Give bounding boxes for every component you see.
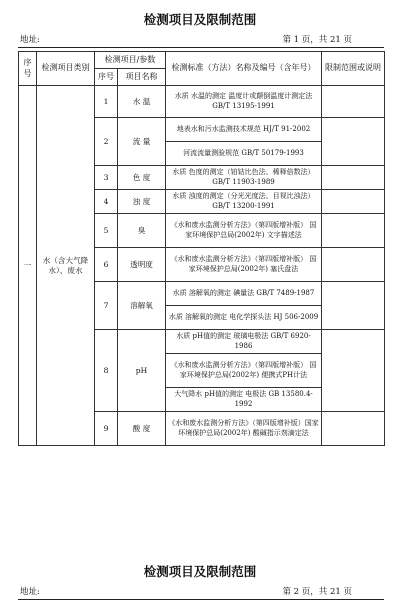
item-seq: 5 [95,214,118,248]
page-title: 检测项目及限制范围 [143,12,257,27]
item-limit [322,190,385,214]
item-seq: 8 [95,330,118,412]
item-limit [322,214,385,248]
item-name: 臭 [118,214,166,248]
address-label: 地址: [20,35,40,45]
item-seq: 6 [95,248,118,282]
header-item-name: 项目名称 [118,69,166,86]
category-seq: 一 [19,86,37,446]
header-category: 检测项目类别 [37,52,95,86]
item-limit [322,282,385,330]
table-row [19,86,385,118]
test-items-table [18,51,385,446]
item-standard: 《水和废水监测分析方法》（第四版增补版）国家环境保护总局(2002年) 酸碱指示剂滴定法 [166,412,322,446]
item-seq: 1 [95,86,118,118]
item-standard: 河流流量测验规范 GB/T 50179-1993 [166,142,322,166]
item-standard: 《水和废水监测分析方法》（第四版增补版） 国家环境保护总局(2002年) 便携式PH计法 [166,354,322,388]
page2-address-label: 地址: [20,587,40,597]
item-name: 溶解氧 [118,282,166,330]
item-seq: 9 [95,412,118,446]
item-name: 透明度 [118,248,166,282]
header-limit: 限制范围或说明 [322,52,385,86]
page-indicator: 第 1 页，共 21 页 [282,35,352,45]
header-divider [18,47,384,48]
item-standard: 水质 pH值的测定 玻璃电极法 GB/T 6920-1986 [166,330,322,354]
item-name: 水 温 [118,86,166,118]
item-standard: 水质 水温的测定 温度计或颠倒温度计测定法 GB/T 13195-1991 [166,86,322,118]
item-limit [322,248,385,282]
item-name: 酸 度 [118,412,166,446]
item-name: 浊 度 [118,190,166,214]
page2-title: 检测项目及限制范围 [143,564,257,579]
item-standard: 地表水和污水监测技术规范 HJ/T 91-2002 [166,118,322,142]
item-standard: 水质 浊度的测定（分光光度法、目视比浊法） GB/T 13200-1991 [166,190,322,214]
item-seq: 7 [95,282,118,330]
item-standard: 水质 溶解氧的测定 电化学探头法 HJ 506-2009 [166,306,322,330]
category-name: 水（含大气降水）、废水 [37,86,95,446]
item-limit [322,118,385,166]
item-standard: 《水和废水监测分析方法》（第四版增补版） 国家环境保护总局(2002年) 文字描述法 [166,214,322,248]
item-limit [322,166,385,190]
page2-page-indicator: 第 2 页，共 21 页 [282,587,352,597]
item-name: pH [118,330,166,412]
header-group: 检测项目/参数 [95,52,166,69]
item-standard: 大气降水 pH值的测定 电极法 GB 13580.4-1992 [166,388,322,412]
header-sub-seq: 序号 [95,69,118,86]
item-standard: 《水和废水监测分析方法》（第四版增补版） 国家环境保护总局(2002年) 塞氏盘法 [166,248,322,282]
item-name: 色 度 [118,166,166,190]
item-seq: 2 [95,118,118,166]
item-seq: 3 [95,166,118,190]
item-limit [322,86,385,118]
item-seq: 4 [95,190,118,214]
item-name: 流 量 [118,118,166,166]
header-standard: 检测标准（方法）名称及编号（含年号） [166,52,322,86]
page2-header-divider [18,599,384,600]
item-limit [322,412,385,446]
header-seq: 序号 [19,52,37,86]
item-standard: 水质 溶解氧的测定 碘量法 GB/T 7489-1987 [166,282,322,306]
item-standard: 水质 色度的测定（铂钴比色法、稀释倍数法） GB/T 11903-1989 [166,166,322,190]
item-limit [322,330,385,412]
